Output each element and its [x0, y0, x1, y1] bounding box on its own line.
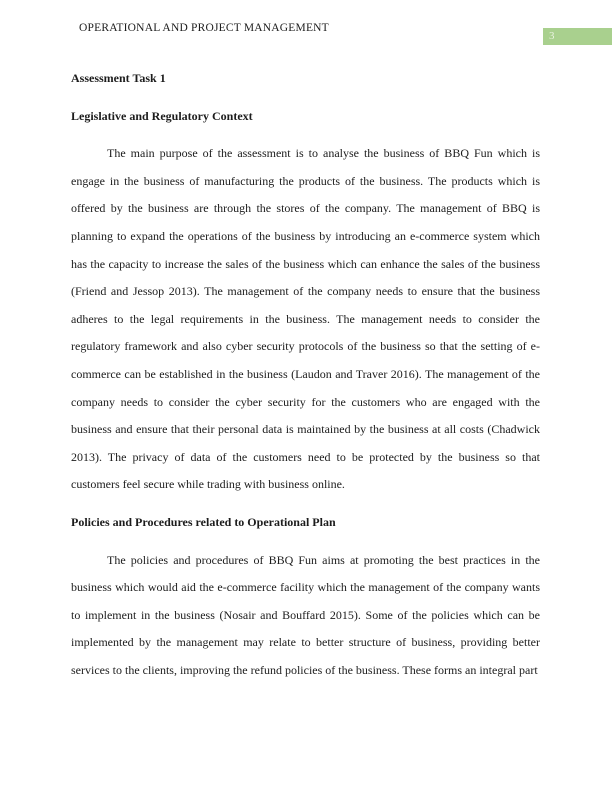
page-number-badge: [543, 28, 612, 45]
paragraph-legislative-context: The main purpose of the assessment is to analyse the business of BBQ Fun which is engage in the business of manufacturing the products of the business. The products which is offered by the business are through the stores of the company. The management of BBQ is planning to expand the operations of the business by introducing an e-commerce system which has the capacity to increase the sales of the business which can enhance the sales of the business (Friend and Jessop 2013). The management of the company needs to ensure that the business adheres to the legal requirements in the business. The management needs to consider the regulatory framework and also cyber security protocols of the business so that the setting of e-commerce can be established in the business (Laudon and Traver 2016). The management of the company needs to consider the cyber security for the customers who are engaged with the business and ensure that their personal data is maintained by the business at all costs (Chadwick 2013). The privacy of data of the customers need to be protected by the business so that customers feel secure while trading with business online.: [71, 146, 540, 492]
heading-legislative-regulatory-context: Legislative and Regulatory Context: [71, 108, 253, 123]
page-number: 3: [549, 30, 555, 42]
heading-assessment-task: Assessment Task 1: [71, 71, 166, 85]
document-body: [71, 65, 540, 694]
running-head: OPERATIONAL AND PROJECT MANAGEMENT: [79, 22, 329, 34]
heading-policies-procedures: Policies and Procedures related to Operational Plan: [71, 514, 336, 529]
paragraph-policies-procedures: The policies and procedures of BBQ Fun aims at promoting the best practices in the business which would aid the e-commerce facility which the management of the company wants to implement in the business (Nosair and Bouffard 2015). Some of the policies which can be implemented by the management may relate to better structure of business, providing better services to the clients, improving the refund policies of the business. These forms an integral part: [71, 552, 540, 677]
